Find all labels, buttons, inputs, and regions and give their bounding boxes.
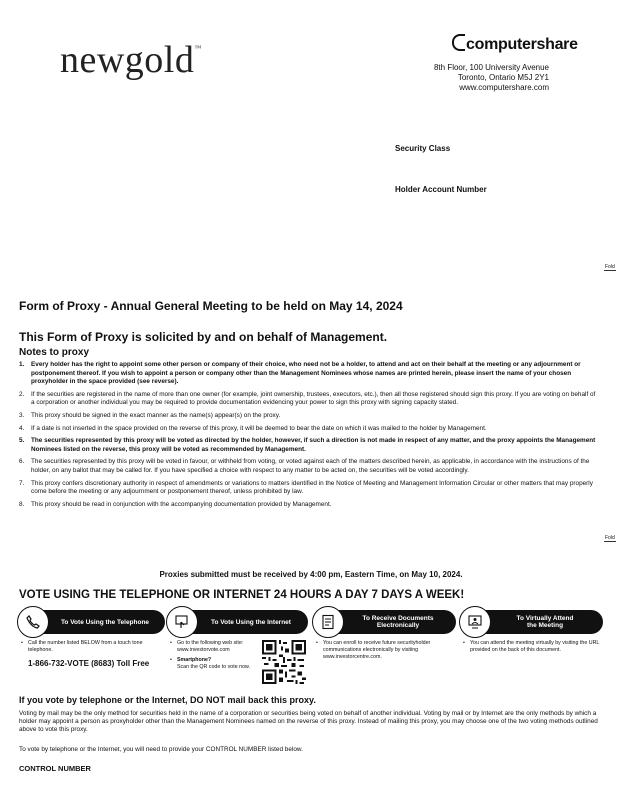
note-item xyxy=(19,458,599,475)
address-line: 8th Floor, 100 University Avenue xyxy=(433,63,549,72)
telephone-option-label: To Vote Using the Telephone xyxy=(60,618,150,626)
qr-code[interactable] xyxy=(262,640,306,684)
vote-heading: VOTE USING THE TELEPHONE OR INTERNET 24 HOURS A DAY 7 DAYS A WEEK! xyxy=(19,589,465,601)
note-item xyxy=(19,480,599,497)
mail-heading: If you vote by telephone or the Internet, DO NOT mail back this proxy. xyxy=(19,695,316,705)
attend-label-line: the Meeting xyxy=(526,622,564,629)
telephone-instructions: • Call the number listed BELOW from a touch tone telephone. 1-866-732-VOTE (8683) Toll Free xyxy=(21,640,163,667)
note-item xyxy=(19,412,599,421)
logo-text: newgold xyxy=(60,39,195,81)
note-number: 4. xyxy=(19,424,25,432)
toll-free-number: 1-866-732-VOTE (8683) Toll Free xyxy=(28,659,150,668)
newgold-logo xyxy=(60,38,202,82)
documents-label-line: To Receive Documents xyxy=(362,615,434,622)
address-line: www.computershare.com xyxy=(459,83,549,92)
document-icon xyxy=(312,606,344,638)
control-number-note: To vote by telephone or the Internet, you will need to provide your CONTROL NUMBER listed below. xyxy=(19,746,303,753)
security-class-label: Security Class xyxy=(395,144,451,153)
scan-qr-text: Scan the QR code to vote now. xyxy=(177,664,251,670)
telephone-instruction: Call the number listed BELOW from a touch tone telephone. xyxy=(28,640,143,653)
note-number: 3. xyxy=(19,411,25,419)
company-name: computershare xyxy=(466,36,578,53)
logo-tm: ™ xyxy=(194,44,202,52)
notes-list xyxy=(19,361,599,513)
internet-instructions: • Go to the following web site: www.investorvote.com • Smartphone? Scan the QR code to vote now. xyxy=(170,640,258,671)
smartphone-label: Smartphone? xyxy=(177,657,212,663)
virtual-meeting-icon xyxy=(459,606,491,638)
company-address xyxy=(434,63,549,93)
internet-option-label: To Vote Using the Internet xyxy=(211,618,291,626)
note-number: 1. xyxy=(19,361,25,368)
note-text: Every holder has the right to appoint some other person or company of their choice, who need not be a holder, to attend and act on their behalf at the meeting or any adjournment or postponement thereof. If you wish to appoint a person or company other than the Management Nominees whose names are printed herein, please insert the name of your chosen proxyholder in the space provided (see reverse). xyxy=(31,361,581,386)
fold-line xyxy=(604,541,616,542)
note-text: The securities represented by this proxy will be voted in favour, or withheld from voting, or voted against each of the matters described herein, as applicable, in accordance with the instructions of the holder, on any ballot that may be called for. If you have specified a choice with respect to any matter to be acted on, the securities will be voted accordingly. xyxy=(31,458,590,474)
note-item xyxy=(19,437,599,454)
internet-option xyxy=(168,610,308,634)
attend-option-label xyxy=(491,615,603,629)
note-number: 6. xyxy=(19,458,25,466)
documents-instructions: • You can enroll to receive future securityholder communications electronically by visiting www.investorcentre.com. xyxy=(316,640,456,661)
documents-label-line: Electronically xyxy=(376,622,420,629)
note-text: If the securities are registered in the name of more than one owner (for example, joint ownership, trustees, executors, etc.), then all those registered should sign this proxy. If you are voting on behalf of a corporation or another individual you may be required to provide documentation evidencing your power to sign this proxy with signing capacity stated. xyxy=(31,390,596,407)
note-number: 7. xyxy=(19,479,25,487)
smartphone-instruction xyxy=(177,657,250,671)
holder-account-label: Holder Account Number xyxy=(395,185,487,194)
telephone-icon xyxy=(17,606,49,638)
note-text: This proxy confers discretionary authority in respect of amendments or variations to matters identified in the Notice of Meeting and Management Information Circular or other matters that may properly come before the meeting or any adjournment or postponement thereof, unless prohibited by law. xyxy=(31,479,593,496)
note-item xyxy=(19,501,599,510)
computershare-c-icon xyxy=(452,34,465,51)
internet-touch-icon xyxy=(166,606,198,638)
note-number: 5. xyxy=(19,437,25,445)
mail-text: Voting by mail may be the only method for securities held in the name of a corporation or securities being voted on behalf of another individual. Voting by mail or by Internet are the only methods by which a holder may appoint a person as proxyholder other than the Management Nominees named on the reverse of this proxy. Instead of mailing this proxy, you may choose one of the two voting methods outlined above to vote this proxy. xyxy=(19,710,598,733)
fold-mark: Fold xyxy=(605,264,615,270)
documents-instruction: You can enroll to receive future securityholder communications electronically by visiting www.investorcentre.com. xyxy=(323,640,431,660)
attend-instructions: • You can attend the meeting virtually by visiting the URL provided on the back of this document. xyxy=(463,640,600,653)
notes-heading: Notes to proxy xyxy=(19,347,90,358)
solicited-heading: This Form of Proxy is solicited by and on behalf of Management. xyxy=(19,330,388,344)
address-line: Toronto, Ontario M5J 2Y1 xyxy=(457,73,549,82)
note-item xyxy=(19,425,599,434)
fold-mark: Fold xyxy=(605,535,615,541)
note-item xyxy=(19,361,599,387)
deadline-note: Proxies submitted must be received by 4:00 pm, Eastern Time, on May 10, 2024. xyxy=(159,570,463,579)
note-number: 2. xyxy=(19,390,25,398)
attend-label-line: To Virtually Attend xyxy=(516,615,574,622)
note-number: 8. xyxy=(19,500,25,508)
computershare-logo xyxy=(452,34,578,54)
documents-option xyxy=(314,610,456,634)
fold-line xyxy=(604,270,616,271)
note-item xyxy=(19,391,599,408)
internet-instruction: Go to the following web site: www.investorvote.com xyxy=(177,640,244,653)
note-text: This proxy should be read in conjunction with the accompanying documentation provided by Management. xyxy=(31,500,332,508)
telephone-option xyxy=(19,610,165,634)
note-text: If a date is not inserted in the space provided on the reverse of this proxy, it will be deemed to bear the date on which it was mailed to the holder by Management. xyxy=(31,424,487,432)
note-text: The securities represented by this proxy will be voted as directed by the holder, however, if such a direction is not made in respect of any matter, and the proxy appoints the Management Nominees listed on the reverse, this proxy will be voted as recommended by Management. xyxy=(31,437,596,453)
note-text: This proxy should be signed in the exact manner as the name(s) appear(s) on the proxy. xyxy=(31,411,281,419)
control-number-label: CONTROL NUMBER xyxy=(19,764,91,773)
attend-option xyxy=(461,610,603,634)
attend-instruction: You can attend the meeting virtually by visiting the URL provided on the back of this document. xyxy=(470,640,600,653)
form-title: Form of Proxy - Annual General Meeting to be held on May 14, 2024 xyxy=(19,299,403,313)
documents-option-label xyxy=(344,615,456,629)
